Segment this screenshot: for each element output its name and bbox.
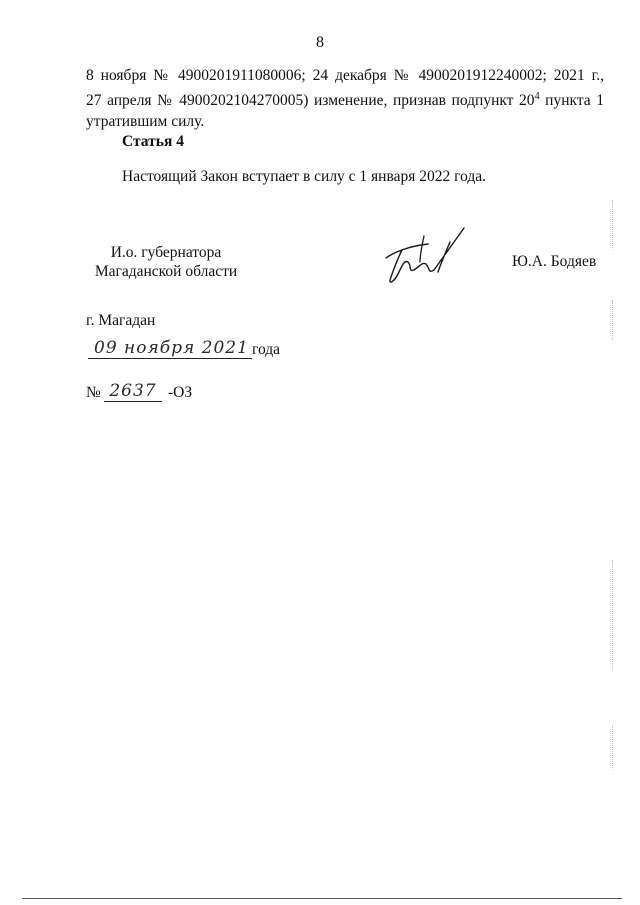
handwritten-law-number: 2637 bbox=[104, 381, 162, 402]
paragraph-line-2-text: 27 апреля № 4900202104270005) изменение, признав подпункт 20 bbox=[86, 92, 535, 110]
article-heading: Статья 4 bbox=[122, 133, 184, 150]
number-sign: № bbox=[86, 384, 101, 401]
handwritten-date: 09 ноября 2021 bbox=[88, 338, 252, 359]
date-suffix: года bbox=[252, 341, 281, 358]
body-paragraph bbox=[86, 65, 604, 132]
signer-name: Ю.А. Бодяев bbox=[512, 253, 597, 270]
signer-title bbox=[86, 243, 246, 281]
page-number: 8 bbox=[316, 34, 324, 51]
paragraph-line-2 bbox=[86, 86, 604, 111]
margin-perforation-3 bbox=[612, 560, 616, 670]
city: г. Магадан bbox=[86, 312, 156, 329]
bottom-scan-edge bbox=[22, 898, 622, 899]
paragraph-line-3: утратившим силу. bbox=[86, 113, 205, 131]
paragraph-line-1: 8 ноября № 4900201911080006; 24 декабря № 4900201912240002; 2021 г., bbox=[86, 67, 604, 84]
margin-perforation-4 bbox=[612, 725, 616, 770]
law-number-suffix: -ОЗ bbox=[168, 384, 193, 401]
superscript-4: 4 bbox=[534, 91, 540, 102]
paragraph-line-2-tail: пункта 1 bbox=[539, 92, 605, 110]
margin-perforation-1 bbox=[612, 200, 616, 250]
signer-title-line-1: И.о. губернатора bbox=[110, 244, 222, 261]
signer-title-line-2: Магаданской области bbox=[94, 263, 238, 280]
margin-perforation-2 bbox=[612, 300, 616, 340]
article-text: Настоящий Закон вступает в силу с 1 января 2022 года. bbox=[122, 168, 487, 185]
handwritten-signature bbox=[380, 222, 470, 292]
